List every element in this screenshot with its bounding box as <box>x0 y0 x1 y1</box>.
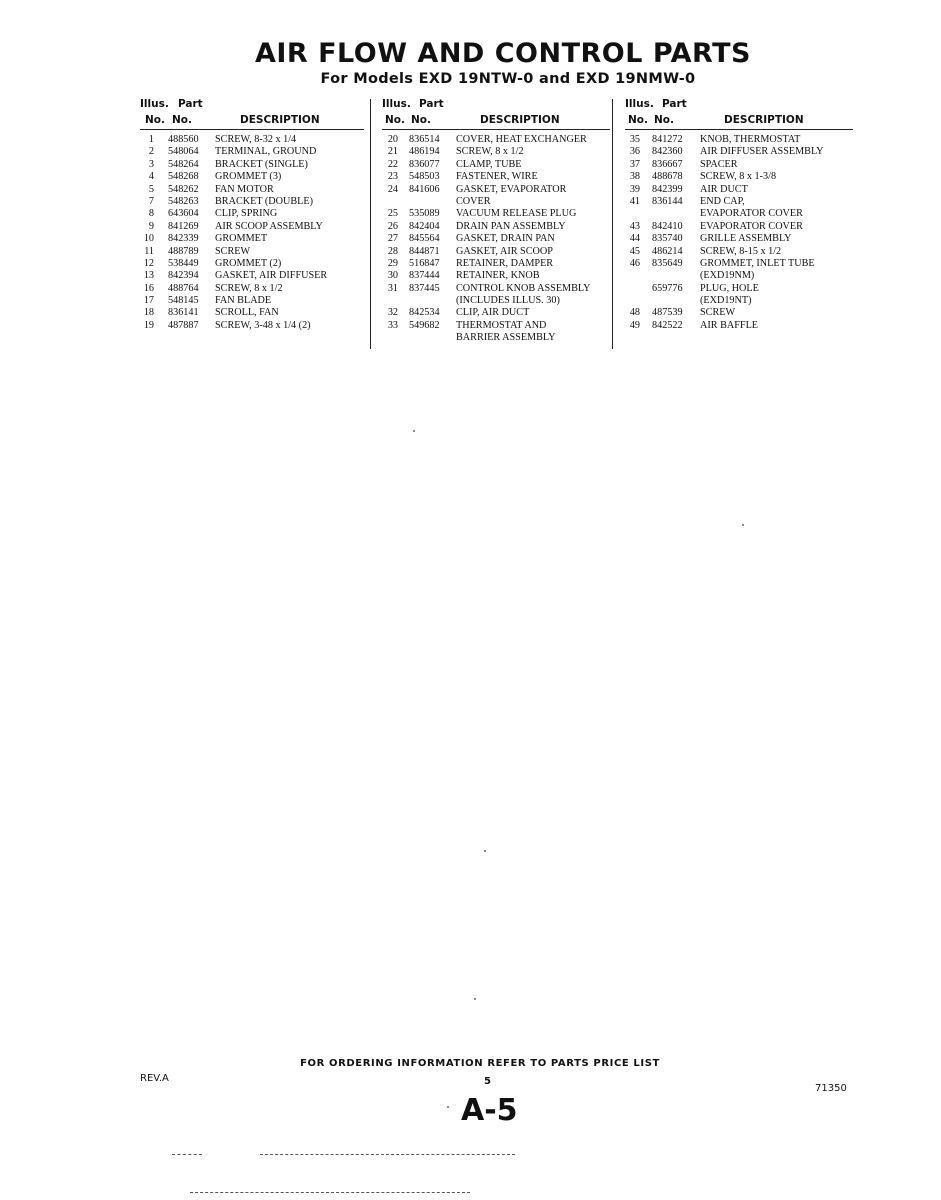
illus-number: 37 <box>629 158 640 170</box>
part-description: AIR SCOOP ASSEMBLY <box>215 220 323 232</box>
part-number: 548503 <box>409 171 440 183</box>
part-number: 842360 <box>652 146 683 158</box>
part-row <box>382 320 610 332</box>
illus-number: 45 <box>629 245 640 257</box>
part-description: GROMMET, INLET TUBE <box>700 257 815 269</box>
parts-list <box>140 134 364 332</box>
part-number: 487887 <box>168 319 199 331</box>
illus-number: 13 <box>143 270 154 282</box>
part-number: 836141 <box>168 307 199 319</box>
part-description: SCREW, 8 x 1/2 <box>456 146 524 158</box>
header-part-top: Part <box>419 98 444 110</box>
header-illus-bottom: No. <box>145 114 165 126</box>
header-description: DESCRIPTION <box>240 114 320 126</box>
part-row <box>140 221 364 233</box>
part-number: 486214 <box>652 245 683 257</box>
part-description: GROMMET (2) <box>215 257 282 269</box>
illus-number: 9 <box>148 220 154 232</box>
part-number: 488560 <box>168 134 199 145</box>
column-divider <box>370 99 371 349</box>
part-row <box>140 208 364 220</box>
scan-artifact-line <box>172 1154 202 1155</box>
part-row <box>625 258 853 270</box>
header-rule <box>625 129 853 130</box>
part-number: 659776 <box>652 282 683 294</box>
part-description: SCREW, 8-15 x 1/2 <box>700 245 782 257</box>
part-number: 842410 <box>652 220 683 232</box>
column-header <box>625 98 853 130</box>
part-row <box>625 171 853 183</box>
illus-number: 8 <box>148 208 154 220</box>
part-description: SCREW <box>215 245 251 257</box>
header-part-top: Part <box>662 98 687 110</box>
illus-number: 49 <box>629 319 640 331</box>
header-description: DESCRIPTION <box>724 114 804 126</box>
part-row <box>382 146 610 158</box>
part-description: SPACER <box>700 158 738 170</box>
part-description: BARRIER ASSEMBLY <box>456 332 556 344</box>
part-number: 842339 <box>168 233 199 245</box>
part-description: PLUG, HOLE <box>700 282 759 294</box>
illus-number: 30 <box>387 270 398 282</box>
part-description: CLIP, AIR DUCT <box>456 307 530 319</box>
header-rule <box>382 129 610 130</box>
part-number: 836144 <box>652 195 683 207</box>
part-number: 842522 <box>652 319 683 331</box>
parts-list <box>625 134 853 332</box>
part-row <box>140 246 364 258</box>
scan-artifact-line <box>260 1154 515 1155</box>
illus-number: 3 <box>148 158 154 170</box>
part-row <box>382 221 610 233</box>
part-number: 836667 <box>652 158 683 170</box>
illus-number: 28 <box>387 245 398 257</box>
header-illus-bottom: No. <box>385 114 405 126</box>
part-row <box>140 307 364 319</box>
illus-number: 12 <box>143 257 154 269</box>
illus-number: 32 <box>387 307 398 319</box>
illus-number: 33 <box>387 319 398 331</box>
part-description: BRACKET (DOUBLE) <box>215 195 314 207</box>
part-number: 516847 <box>409 257 440 269</box>
part-description: EVAPORATOR COVER <box>700 220 803 232</box>
part-row <box>382 184 610 196</box>
illus-number: 41 <box>629 195 640 207</box>
part-row <box>382 159 610 171</box>
header-illus-bottom: No. <box>628 114 648 126</box>
part-row <box>382 196 610 208</box>
part-row <box>140 295 364 307</box>
illus-number: 22 <box>387 158 398 170</box>
part-number: 841269 <box>168 220 199 232</box>
part-row <box>382 307 610 319</box>
part-row <box>140 184 364 196</box>
part-number: 835740 <box>652 233 683 245</box>
illus-number: 17 <box>143 295 154 307</box>
part-description: FAN BLADE <box>215 295 272 307</box>
part-description: THERMOSTAT AND <box>456 319 547 331</box>
part-number: 548263 <box>168 195 199 207</box>
part-description: GASKET, EVAPORATOR <box>456 183 567 195</box>
part-number: 841606 <box>409 183 440 195</box>
part-row <box>140 159 364 171</box>
part-row <box>625 246 853 258</box>
part-description: GASKET, AIR SCOOP <box>456 245 553 257</box>
part-description: SCREW, 8 x 1/2 <box>215 282 283 294</box>
illus-number: 36 <box>629 146 640 158</box>
part-row <box>625 233 853 245</box>
parts-column-1 <box>140 98 364 332</box>
illus-number: 35 <box>629 134 640 145</box>
illus-number: 48 <box>629 307 640 319</box>
part-row <box>140 283 364 295</box>
page-number: A-5 <box>461 1093 518 1128</box>
part-number: 488678 <box>652 171 683 183</box>
part-description: FASTENER, WIRE <box>456 171 538 183</box>
part-row <box>382 208 610 220</box>
part-description: (INCLUDES ILLUS. 30) <box>456 295 560 307</box>
part-number: 842404 <box>409 220 440 232</box>
parts-column-3 <box>625 98 853 332</box>
part-row <box>382 295 610 307</box>
part-row <box>382 332 610 344</box>
part-row <box>625 134 853 146</box>
part-row <box>625 307 853 319</box>
illus-number: 26 <box>387 220 398 232</box>
part-number: 845564 <box>409 233 440 245</box>
column-divider <box>612 99 613 349</box>
part-row <box>140 134 364 146</box>
illus-number: 20 <box>387 134 398 145</box>
illus-number: 29 <box>387 257 398 269</box>
part-row <box>382 233 610 245</box>
part-description: GASKET, DRAIN PAN <box>456 233 555 245</box>
illus-number: 1 <box>148 134 154 145</box>
part-number: 643604 <box>168 208 199 220</box>
part-row <box>625 270 853 282</box>
part-description: VACUUM RELEASE PLUG <box>456 208 577 220</box>
part-description: SCREW, 8 x 1-3/8 <box>700 171 777 183</box>
illus-number: 38 <box>629 171 640 183</box>
illus-number: 18 <box>143 307 154 319</box>
part-row <box>140 270 364 282</box>
illus-number: 21 <box>387 146 398 158</box>
scan-speck <box>742 524 744 526</box>
part-row <box>140 146 364 158</box>
part-row <box>140 258 364 270</box>
part-row <box>140 233 364 245</box>
part-row <box>382 171 610 183</box>
part-number: 841272 <box>652 134 683 145</box>
scan-speck <box>447 1106 449 1108</box>
part-row <box>625 221 853 233</box>
part-number: 836077 <box>409 158 440 170</box>
part-row <box>140 320 364 332</box>
illus-number: 4 <box>148 171 154 183</box>
part-number: 548268 <box>168 171 199 183</box>
scan-artifact-line <box>190 1192 470 1193</box>
part-number: 844871 <box>409 245 440 257</box>
part-description: AIR DIFFUSER ASSEMBLY <box>700 146 824 158</box>
part-number: 487539 <box>652 307 683 319</box>
part-description: AIR BAFFLE <box>700 319 759 331</box>
illus-number: 44 <box>629 233 640 245</box>
illus-number: 24 <box>387 183 398 195</box>
part-number: 549682 <box>409 319 440 331</box>
part-number: 842399 <box>652 183 683 195</box>
part-description: BRACKET (SINGLE) <box>215 158 308 170</box>
illus-number: 19 <box>143 319 154 331</box>
illus-number: 23 <box>387 171 398 183</box>
header-illus-top: Illus. <box>625 98 654 110</box>
part-row <box>382 283 610 295</box>
part-number: 548262 <box>168 183 199 195</box>
header-part-top: Part <box>178 98 203 110</box>
part-row <box>140 196 364 208</box>
part-description: SCROLL, FAN <box>215 307 279 319</box>
part-number: 837445 <box>409 282 440 294</box>
illus-number: 39 <box>629 183 640 195</box>
part-description: SCREW, 3-48 x 1/4 (2) <box>215 319 311 331</box>
part-description: RETAINER, DAMPER <box>456 257 554 269</box>
part-number: 548264 <box>168 158 199 170</box>
ordering-note: FOR ORDERING INFORMATION REFER TO PARTS PRICE LIST <box>300 1058 660 1069</box>
part-description: SCREW <box>700 307 736 319</box>
part-description: COVER <box>456 195 491 207</box>
page-subtitle: For Models EXD 19NTW-0 and EXD 19NMW-0 <box>320 71 696 87</box>
part-description: (EXD19NT) <box>700 295 752 307</box>
part-number: 486194 <box>409 146 440 158</box>
part-row <box>625 295 853 307</box>
part-number: 842394 <box>168 270 199 282</box>
part-number: 842534 <box>409 307 440 319</box>
part-row <box>140 171 364 183</box>
part-description: (EXD19NM) <box>700 270 755 282</box>
part-description: CONTROL KNOB ASSEMBLY <box>456 282 591 294</box>
illus-number: 5 <box>148 183 154 195</box>
column-header <box>382 98 610 130</box>
part-description: GROMMET <box>215 233 268 245</box>
illus-number: 27 <box>387 233 398 245</box>
part-row <box>382 270 610 282</box>
illus-number: 11 <box>144 245 154 257</box>
part-number: 836514 <box>409 134 440 145</box>
part-description: SCREW, 8-32 x 1/4 <box>215 134 297 145</box>
illus-number: 7 <box>148 195 154 207</box>
part-number: 835649 <box>652 257 683 269</box>
part-description: AIR DUCT <box>700 183 748 195</box>
scan-speck <box>474 998 476 1000</box>
part-row <box>382 258 610 270</box>
header-rule <box>140 129 364 130</box>
part-row <box>625 196 853 208</box>
part-description: EVAPORATOR COVER <box>700 208 803 220</box>
part-row <box>382 134 610 146</box>
column-header <box>140 98 364 130</box>
part-description: END CAP, <box>700 195 745 207</box>
part-number: 548064 <box>168 146 199 158</box>
part-row <box>382 246 610 258</box>
part-row <box>625 159 853 171</box>
header-part-bottom: No. <box>654 114 674 126</box>
part-description: COVER, HEAT EXCHANGER <box>456 134 587 145</box>
illus-number: 43 <box>629 220 640 232</box>
part-description: CLAMP, TUBE <box>456 158 522 170</box>
header-part-bottom: No. <box>172 114 192 126</box>
part-description: FAN MOTOR <box>215 183 274 195</box>
part-row <box>625 208 853 220</box>
illus-number: 25 <box>387 208 398 220</box>
part-description: CLIP, SPRING <box>215 208 278 220</box>
header-part-bottom: No. <box>411 114 431 126</box>
parts-list <box>382 134 610 345</box>
part-description: DRAIN PAN ASSEMBLY <box>456 220 566 232</box>
header-illus-top: Illus. <box>140 98 169 110</box>
part-description: GRILLE ASSEMBLY <box>700 233 792 245</box>
part-row <box>625 320 853 332</box>
part-row <box>625 283 853 295</box>
document-number: 71350 <box>815 1083 847 1094</box>
illus-number: 2 <box>148 146 154 158</box>
part-row <box>625 184 853 196</box>
illus-number: 10 <box>143 233 154 245</box>
header-illus-top: Illus. <box>382 98 411 110</box>
part-number: 488764 <box>168 282 199 294</box>
revision-label: REV.A <box>140 1073 169 1084</box>
part-number: 837444 <box>409 270 440 282</box>
illus-number: 46 <box>629 257 640 269</box>
part-number: 538449 <box>168 257 199 269</box>
illus-number: 31 <box>387 282 398 294</box>
part-description: TERMINAL, GROUND <box>215 146 317 158</box>
part-number: 548145 <box>168 295 199 307</box>
scan-speck <box>484 850 486 852</box>
part-description: GASKET, AIR DIFFUSER <box>215 270 328 282</box>
part-description: GROMMET (3) <box>215 171 282 183</box>
scan-speck <box>413 430 415 432</box>
parts-column-2 <box>382 98 610 345</box>
part-description: KNOB, THERMOSTAT <box>700 134 801 145</box>
header-description: DESCRIPTION <box>480 114 560 126</box>
part-number: 488789 <box>168 245 199 257</box>
illus-number: 16 <box>143 282 154 294</box>
part-description: RETAINER, KNOB <box>456 270 540 282</box>
part-number: 535089 <box>409 208 440 220</box>
page-number-small: 5 <box>484 1076 491 1087</box>
part-row <box>625 146 853 158</box>
page-title: AIR FLOW AND CONTROL PARTS <box>254 38 752 69</box>
